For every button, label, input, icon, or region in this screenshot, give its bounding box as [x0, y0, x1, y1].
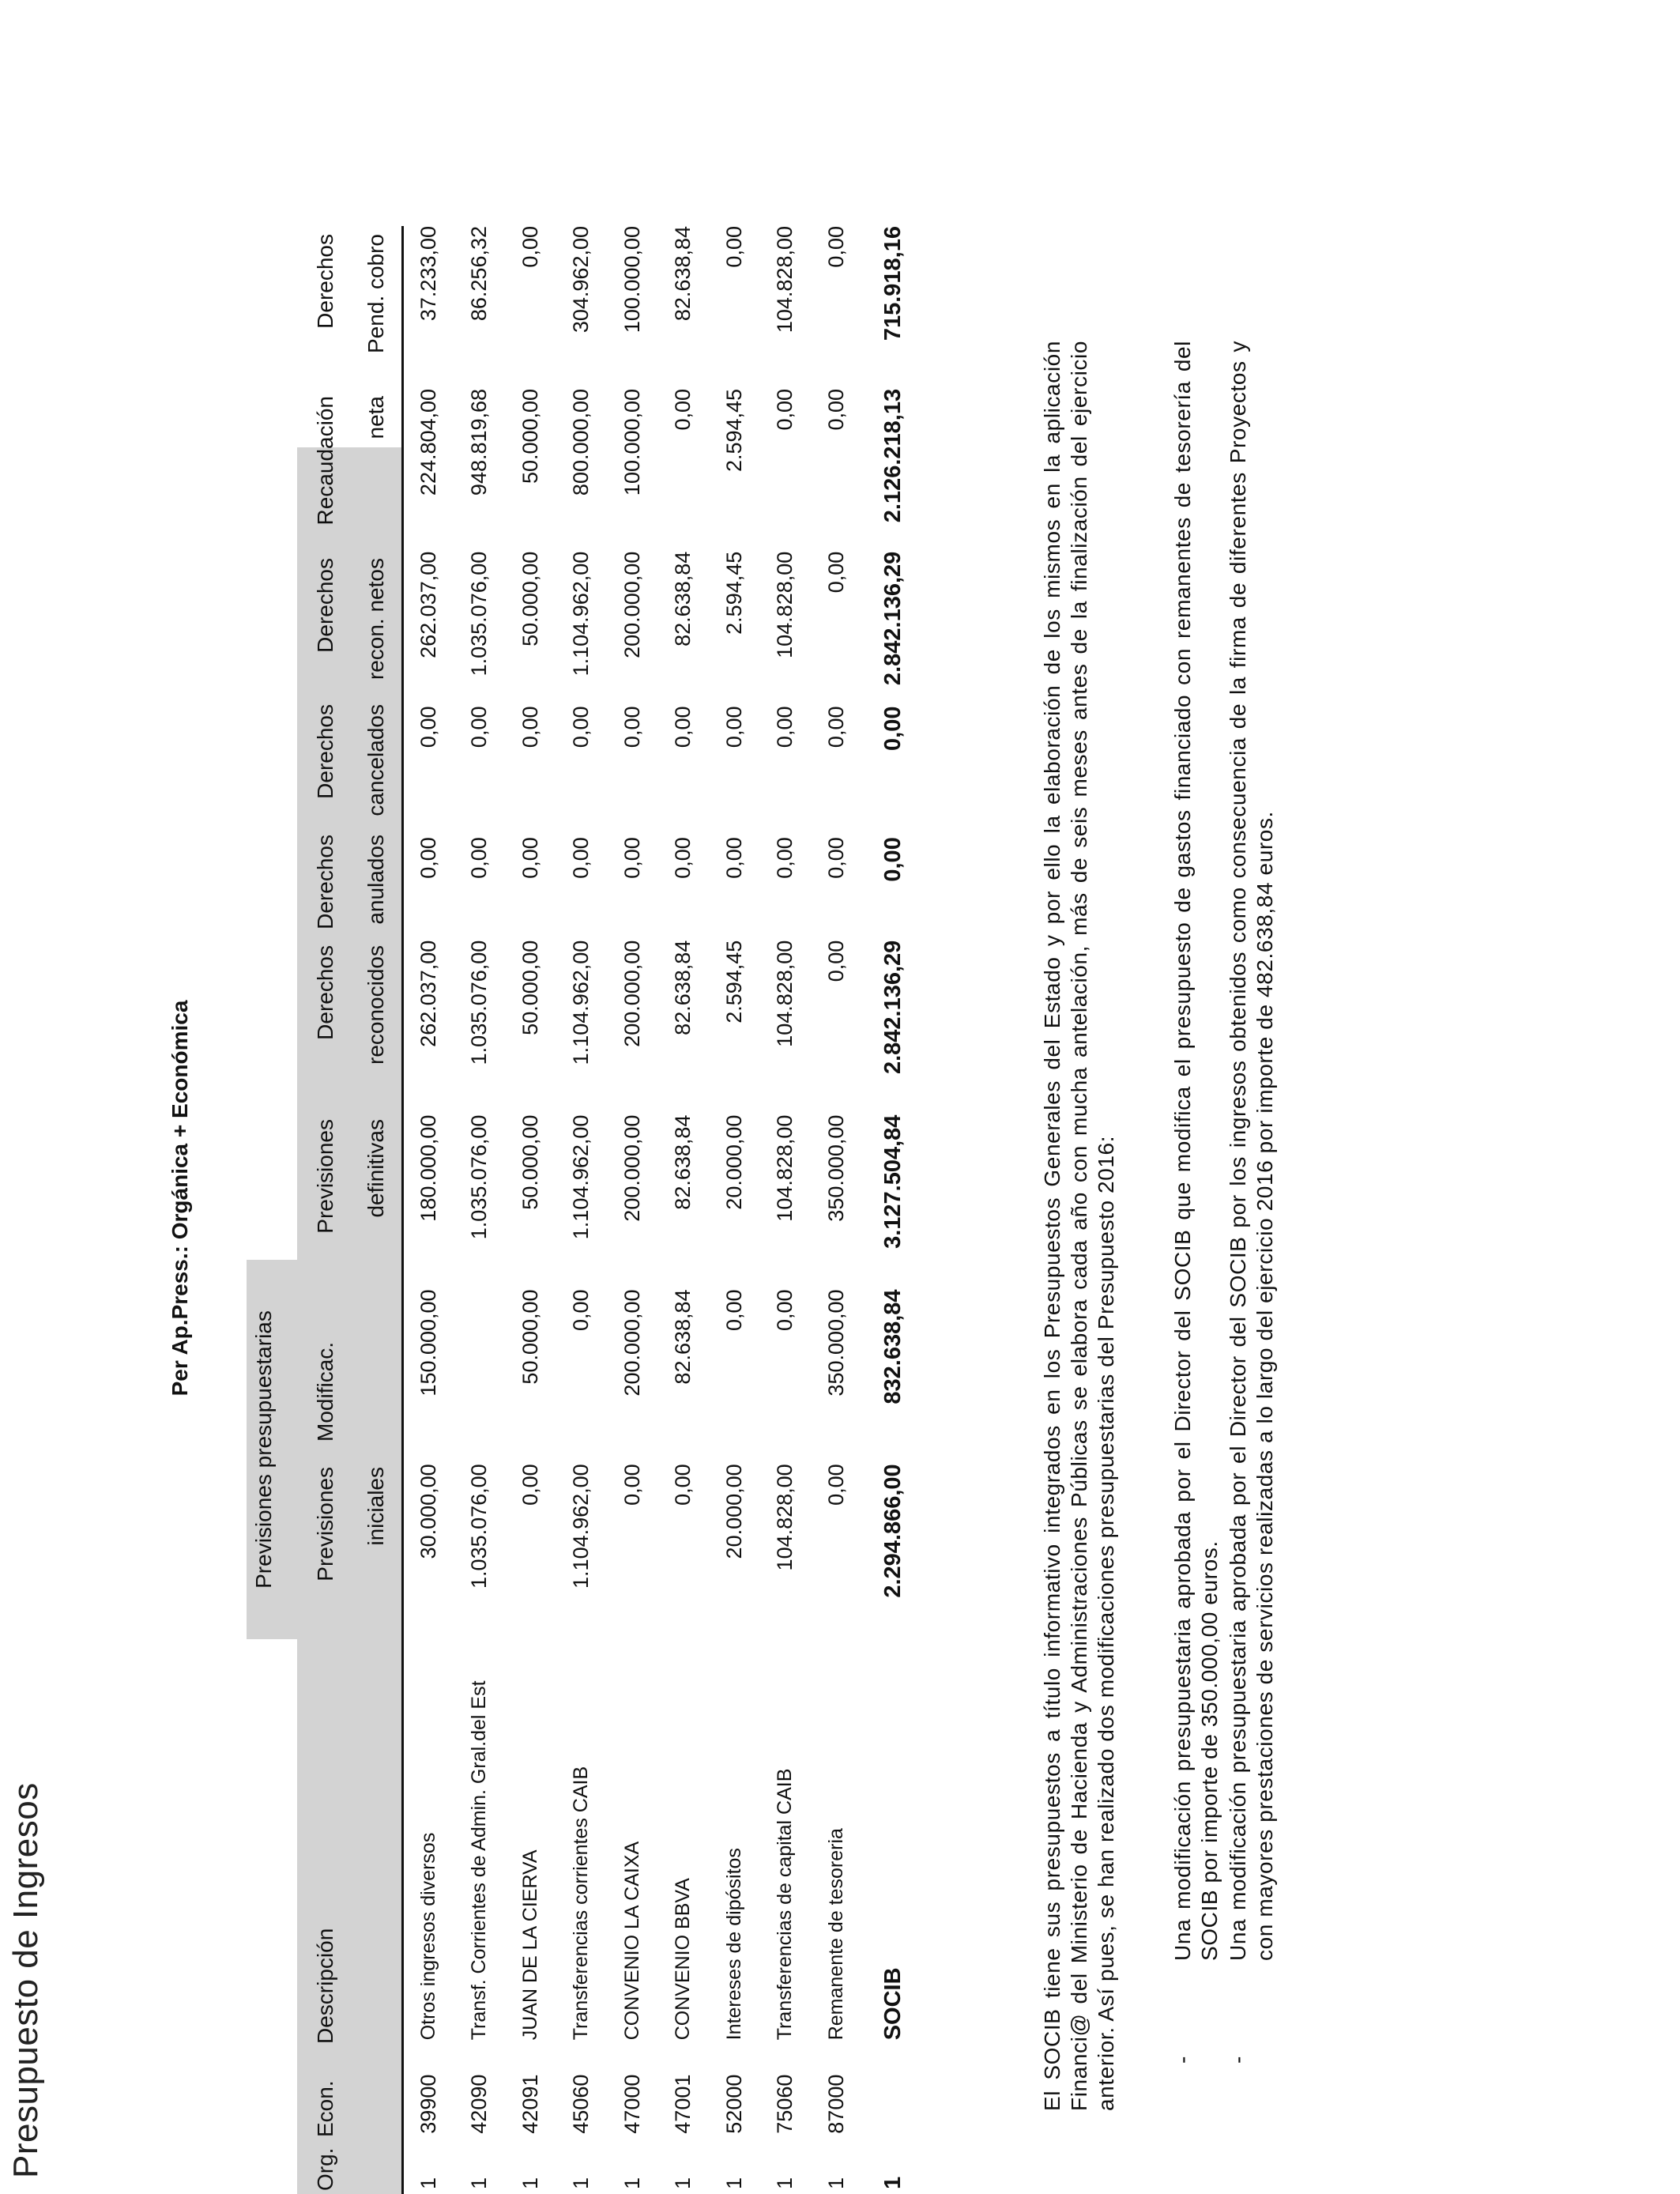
col-header-der-recnet-line1: Derechos — [313, 558, 337, 653]
col-header-descripcion: Descripción — [313, 1928, 337, 2044]
cell-org: 1 — [416, 2177, 440, 2189]
cell-der-rec: 262.037,00 — [416, 940, 440, 1047]
col-header-prev-ini-line2: iniciales — [363, 1467, 388, 1546]
table-row — [709, 226, 760, 2194]
cell-der-anul: 0,00 — [620, 837, 644, 879]
cell-der-canc: 0,00 — [721, 706, 746, 748]
col-header-der-rec-line2: reconocidos — [363, 945, 388, 1065]
cell-modificac: 0,00 — [773, 1289, 797, 1331]
cell-modificac: 350.000,00 — [823, 1289, 848, 1397]
table-row — [403, 226, 454, 2194]
cell-der-anul: 0,00 — [518, 837, 542, 879]
cell-der-rec: 200.000,00 — [620, 940, 644, 1047]
cell-modificac: 150.000,00 — [416, 1289, 440, 1397]
cell-modificac: 50.000,00 — [518, 1289, 542, 1385]
cell-der-anul: 0,00 — [569, 837, 593, 879]
cell-prev-ini: 20.000,00 — [721, 1464, 746, 1559]
table-row — [556, 226, 608, 2194]
col-header-pend-line1: Derechos — [313, 234, 337, 329]
cell-pend: 82.638,84 — [671, 226, 695, 322]
total-row — [862, 226, 925, 2194]
col-header-econ: Econ. — [313, 2080, 337, 2137]
cell-econ: 87000 — [823, 2074, 848, 2134]
cell-prev-def: 104.828,00 — [773, 1114, 797, 1222]
cell-modificac: 200.000,00 — [620, 1289, 644, 1397]
cell-der-canc: 0,00 — [467, 706, 492, 748]
cell-der-anul: 0,00 — [773, 837, 797, 879]
cell-prev-ini: 0,00 — [518, 1464, 542, 1506]
cell-der-canc: 0,00 — [416, 706, 440, 748]
table-row — [454, 226, 506, 2194]
col-header-recaud — [300, 396, 401, 546]
cell-der-canc: 0,00 — [569, 706, 593, 748]
col-header-prev-def-line2: definitivas — [363, 1119, 388, 1218]
cell-der-anul: 0,00 — [416, 837, 440, 879]
cell-pend: 304.962,00 — [569, 226, 593, 334]
cell-recaud: 224.804,00 — [416, 388, 440, 496]
bullet-2-dash: - — [1226, 2056, 1250, 2064]
col-header-der-recnet — [300, 558, 401, 708]
table-row — [811, 226, 862, 2194]
col-header-modificac-line1: Modificac. — [313, 1341, 337, 1442]
cell-descripcion: Remanente de tesoreria — [824, 1828, 847, 2041]
cell-der-canc: 0,00 — [518, 706, 542, 748]
ingresos-table — [403, 226, 925, 2194]
bullet-1-dash: - — [1170, 2056, 1195, 2064]
cell-org: 1 — [518, 2177, 542, 2189]
col-header-pend-line2: Pend. cobro — [363, 234, 388, 353]
cell-descripcion: Transferencias corrientes CAIB — [570, 1766, 593, 2041]
col-header-prev-def — [300, 1119, 401, 1261]
cell-modificac: 0,00 — [569, 1289, 593, 1331]
cell-org: 1 — [467, 2177, 492, 2189]
cell-pend: 0,00 — [721, 226, 746, 268]
cell-econ: 42091 — [518, 2074, 542, 2134]
cell-descripcion: SOCIB — [880, 1967, 906, 2041]
col-header-prev-def-line1: Previsiones — [313, 1119, 337, 1234]
col-header-der-canc-line2: cancelados — [363, 704, 388, 816]
cell-der-anul: 0,00 — [880, 837, 906, 882]
table-row — [658, 226, 710, 2194]
cell-descripcion: Otros ingresos diversos — [416, 1832, 439, 2041]
cell-der-anul: 0,00 — [671, 837, 695, 879]
cell-econ: 52000 — [721, 2074, 746, 2134]
cell-der-recnet: 104.828,00 — [773, 551, 797, 658]
col-header-der-anul-line1: Derechos — [313, 835, 337, 929]
cell-econ: 47001 — [671, 2074, 695, 2134]
cell-der-rec: 104.828,00 — [773, 940, 797, 1047]
cell-prev-ini: 0,00 — [823, 1464, 848, 1506]
cell-prev-ini: 2.294.866,00 — [880, 1464, 906, 1598]
cell-pend: 104.828,00 — [773, 226, 797, 334]
col-header-der-anul-line2: anulados — [363, 835, 388, 925]
cell-der-rec: 0,00 — [823, 940, 848, 982]
cell-prev-def: 20.000,00 — [721, 1114, 746, 1210]
cell-recaud: 0,00 — [671, 388, 695, 431]
cell-descripcion: Intereses de dipósitos — [722, 1848, 745, 2041]
cell-pend: 100.000,00 — [620, 226, 644, 334]
cell-econ — [862, 2051, 925, 2138]
cell-org: 1 — [671, 2177, 695, 2189]
intro-paragraph: El SOCIB tiene sus presupuestos a título informativo integrados en los Presupuestos Generales del Estado y por ello la elaboración de los mismos en la aplicación Financi@ del Ministerio de Hacienda y Administraciones Públicas se elabora cada año con mucha antelación, más de seis meses antes de la finalización del ejercicio anterior. Así pues, se han realizado dos modificaciones presupuestarias del Presupuesto 2016: — [1040, 341, 1118, 2111]
cell-recaud: 0,00 — [823, 388, 848, 431]
cell-der-canc: 0,00 — [773, 706, 797, 748]
cell-recaud: 50.000,00 — [518, 388, 542, 484]
cell-pend: 0,00 — [518, 226, 542, 268]
cell-econ: 45060 — [569, 2074, 593, 2134]
cell-prev-def: 200.000,00 — [620, 1114, 644, 1222]
cell-der-rec: 82.638,84 — [671, 940, 695, 1035]
cell-prev-def: 180.000,00 — [416, 1114, 440, 1222]
cell-prev-ini: 1.104.962,00 — [569, 1464, 593, 1589]
col-header-org: Org. — [313, 2147, 337, 2191]
table-row — [607, 226, 658, 2194]
table-row — [760, 226, 812, 2194]
cell-der-canc: 0,00 — [671, 706, 695, 748]
cell-econ: 42090 — [467, 2074, 492, 2134]
cell-prev-ini: 30.000,00 — [416, 1464, 440, 1559]
col-header-der-rec-line1: Derechos — [313, 945, 337, 1040]
cell-der-recnet: 2.842.136,29 — [880, 551, 906, 686]
cell-der-recnet: 262.037,00 — [416, 551, 440, 658]
cell-der-recnet: 200.000,00 — [620, 551, 644, 658]
cell-recaud: 800.000,00 — [569, 388, 593, 496]
cell-modificac — [454, 1289, 506, 1464]
cell-der-canc: 0,00 — [823, 706, 848, 748]
cell-modificac: 82.638,84 — [671, 1289, 695, 1385]
cell-prev-ini: 0,00 — [620, 1464, 644, 1506]
cell-der-anul: 0,00 — [823, 837, 848, 879]
col-header-recaud-line2: neta — [363, 396, 388, 439]
cell-descripcion: Transferencias de capital CAIB — [774, 1768, 797, 2041]
cell-modificac: 0,00 — [721, 1289, 746, 1331]
cell-org: 1 — [880, 2176, 906, 2189]
table-row — [505, 226, 556, 2194]
cell-descripcion: Transf. Corrientes de Admin. Gral.del Est — [468, 1680, 491, 2041]
col-header-der-rec — [300, 945, 401, 1103]
cell-pend: 86.256,32 — [467, 226, 492, 322]
bullet-1-text: Una modificación presupuestaria aprobada por el Director del SOCIB que modifica el presupuesto de gastos financiado con remanentes de tesorería del SOCIB por importe de 350.000,00 euros. — [1170, 341, 1222, 1961]
cell-der-recnet: 2.594,45 — [721, 551, 746, 635]
cell-der-anul: 0,00 — [721, 837, 746, 879]
cell-der-recnet: 82.638,84 — [671, 551, 695, 647]
cell-der-rec: 1.035.076,00 — [467, 940, 492, 1065]
cell-der-recnet: 50.000,00 — [518, 551, 542, 647]
cell-org: 1 — [773, 2177, 797, 2189]
cell-prev-def: 350.000,00 — [823, 1114, 848, 1222]
cell-modificac: 832.638,84 — [880, 1289, 906, 1404]
col-header-prev-ini — [300, 1467, 401, 1609]
cell-der-canc: 0,00 — [620, 706, 644, 748]
cell-recaud: 2.126.218,13 — [880, 388, 906, 523]
cell-prev-def: 50.000,00 — [518, 1114, 542, 1210]
cell-org: 1 — [569, 2177, 593, 2189]
cell-prev-ini: 0,00 — [671, 1464, 695, 1506]
cell-der-rec: 50.000,00 — [518, 940, 542, 1035]
cell-prev-ini: 104.828,00 — [773, 1464, 797, 1571]
cell-descripcion: CONVENIO BBVA — [672, 1878, 695, 2041]
cell-prev-def: 1.104.962,00 — [569, 1114, 593, 1240]
cell-der-recnet: 1.104.962,00 — [569, 551, 593, 677]
cell-recaud: 100.000,00 — [620, 388, 644, 496]
cell-org: 1 — [823, 2177, 848, 2189]
cell-pend: 0,00 — [823, 226, 848, 268]
bullet-2-text: Una modificación presupuestaria aprobada por el Director del SOCIB por los ingresos obtenidos como consecuencia de la firma de diferentes Proyectos y con mayores prestaciones de servicios realizadas a lo largo del ejercicio 2016 por importe de 482.638,84 euros. — [1226, 341, 1277, 1961]
previsiones-group-header: Previsiones presupuestarias — [251, 1310, 276, 1589]
cell-pend: 715.918,16 — [880, 226, 906, 341]
cell-prev-def: 3.127.504,84 — [880, 1114, 906, 1249]
col-header-recaud-line1: Recaudación — [313, 396, 337, 526]
cell-der-anul: 0,00 — [467, 837, 492, 879]
cell-prev-def: 1.035.076,00 — [467, 1114, 492, 1240]
col-header-der-canc — [300, 704, 401, 831]
cell-econ: 47000 — [620, 2074, 644, 2134]
cell-recaud: 2.594,45 — [721, 388, 746, 473]
table-subtitle: Per Ap.Press.: Orgánica + Económica — [168, 1000, 192, 1397]
col-header-pend — [300, 234, 401, 384]
cell-descripcion: JUAN DE LA CIERVA — [518, 1849, 541, 2041]
cell-der-recnet: 0,00 — [823, 551, 848, 594]
cell-org: 1 — [721, 2177, 746, 2189]
cell-recaud: 948.819,68 — [467, 388, 492, 496]
cell-der-canc: 0,00 — [880, 706, 906, 751]
cell-der-rec: 2.842.136,29 — [880, 940, 906, 1075]
col-header-der-canc-line1: Derechos — [313, 704, 337, 799]
col-header-modificac — [300, 1284, 351, 1442]
cell-prev-ini: 1.035.076,00 — [467, 1464, 492, 1589]
cell-recaud: 0,00 — [773, 388, 797, 431]
page-title: Presupuesto de Ingresos — [6, 1782, 45, 2178]
cell-econ: 39900 — [416, 2074, 440, 2134]
cell-der-recnet: 1.035.076,00 — [467, 551, 492, 677]
cell-org: 1 — [620, 2177, 644, 2189]
cell-der-rec: 2.594,45 — [721, 940, 746, 1023]
col-header-der-recnet-line2: recon. netos — [363, 558, 388, 680]
cell-prev-def: 82.638,84 — [671, 1114, 695, 1210]
cell-econ: 75060 — [773, 2074, 797, 2134]
col-header-prev-ini-line1: Previsiones — [313, 1467, 337, 1581]
table-body — [403, 226, 925, 2194]
cell-der-rec: 1.104.962,00 — [569, 940, 593, 1065]
cell-descripcion: CONVENIO LA CAIXA — [620, 1841, 643, 2041]
cell-pend: 37.233,00 — [416, 226, 440, 322]
col-header-der-anul — [300, 835, 401, 937]
